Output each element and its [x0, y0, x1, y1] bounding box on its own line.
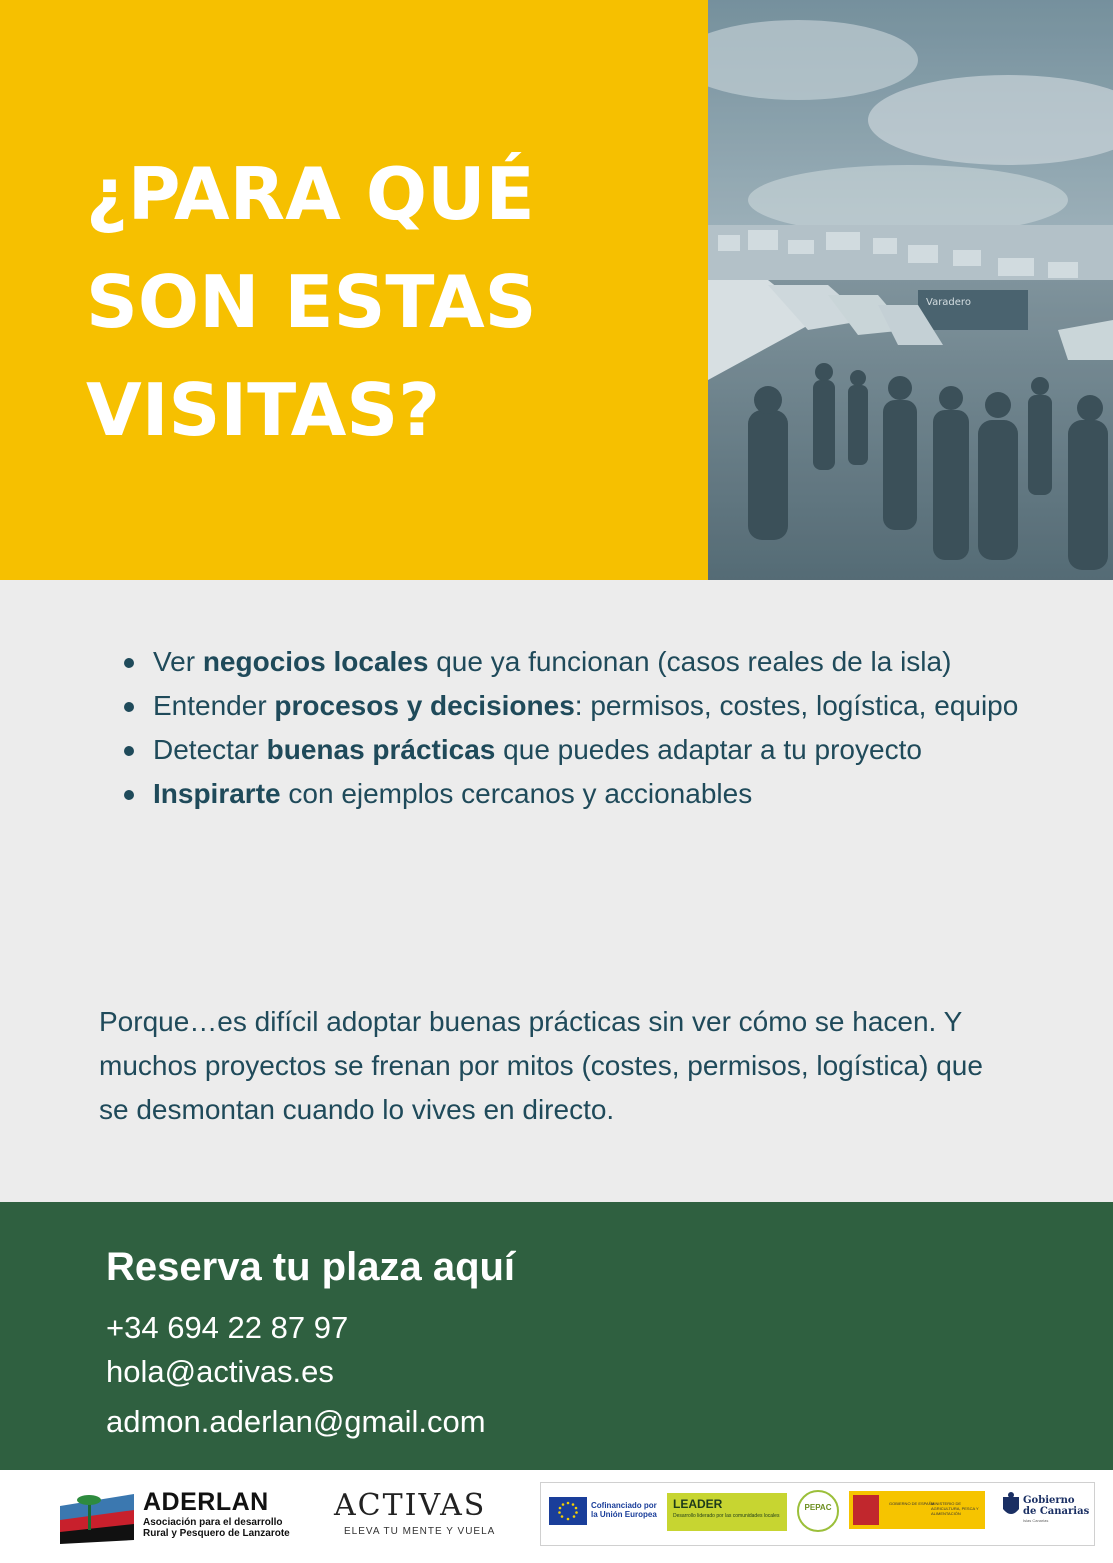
spain-ministry-logo: GOBIERNO DE ESPAÑA MINISTERIO DE AGRICULTURA, PESCA Y ALIMENTACIÓN [849, 1491, 985, 1529]
bullet-icon [124, 746, 134, 756]
pepac-logo-icon: PEPAC [797, 1490, 839, 1532]
leader-logo: LEADER Desarrollo liderado por las comunidades locales [667, 1493, 787, 1531]
email-link[interactable]: hola@activas.es [106, 1354, 334, 1389]
funders-strip: Cofinanciado por la Unión Europea LEADER Desarrollo liderado por las comunidades locales PEPAC GOBIERNO DE ESPAÑA MINISTERIO DE AGRICULTURA, PESCA Y ALIMENTACIÓN Gobierno de Canarias Islas Canarias [540, 1482, 1095, 1546]
booking-section [0, 1202, 1113, 1470]
highlight: Inspirarte [153, 778, 281, 809]
market-photo [708, 0, 1113, 580]
sponsor-logos [0, 1470, 1113, 1563]
highlight: negocios locales [202, 646, 429, 677]
hero-title-line: SON ESTAS [86, 260, 537, 344]
hero-title-line: ¿PARA QUÉ [86, 152, 535, 236]
eu-label: Cofinanciado por la Unión Europea [591, 1501, 657, 1519]
list-item: Detectar buenas prácticas que puedes adaptar a tu proyecto [120, 728, 1020, 772]
bullet-icon [124, 702, 134, 712]
hero-title [86, 140, 537, 464]
aderlan-name: ADERLAN [143, 1488, 269, 1516]
highlight: procesos y decisiones [274, 690, 575, 721]
highlight: buenas prácticas [266, 734, 496, 765]
aderlan-subtitle: Asociación para el desarrollo Rural y Pesquero de Lanzarote [143, 1517, 290, 1539]
list-item: Ver negocios locales que ya funcionan (casos reales de la isla) [120, 640, 1020, 684]
list-item: Inspirarte con ejemplos cercanos y accionables [120, 772, 1020, 816]
phone-link[interactable]: +34 694 22 87 97 [106, 1310, 349, 1345]
photo-sign: Varadero [926, 297, 971, 308]
canarias-crest-icon [999, 1491, 1023, 1521]
activas-logo: ACTIVAS [334, 1488, 487, 1523]
bullet-icon [124, 658, 134, 668]
canarias-logo: Gobierno de Canarias [1023, 1495, 1090, 1517]
bullet-icon [124, 790, 134, 800]
spain-shield-icon [853, 1495, 879, 1525]
activas-tagline: ELEVA TU MENTE Y VUELA [344, 1526, 496, 1537]
why-paragraph: Porque…es difícil adoptar buenas prácticas sin ver cómo se hacen. Y muchos proyectos se frenan por mitos (costes, permisos, logística) que se desmontan cuando lo vives en directo. [99, 1006, 983, 1125]
hero-title-line: VISITAS? [86, 368, 441, 452]
eu-flag-icon [549, 1497, 587, 1525]
benefits-list [120, 640, 1020, 816]
email-link[interactable]: admon.aderlan@gmail.com [106, 1404, 486, 1439]
aderlan-logo-icon [58, 1486, 136, 1546]
list-item: Entender procesos y decisiones: permisos, costes, logística, equipo [120, 684, 1020, 728]
hero-banner [0, 0, 708, 580]
booking-title: Reserva tu plaza aquí [106, 1245, 516, 1289]
